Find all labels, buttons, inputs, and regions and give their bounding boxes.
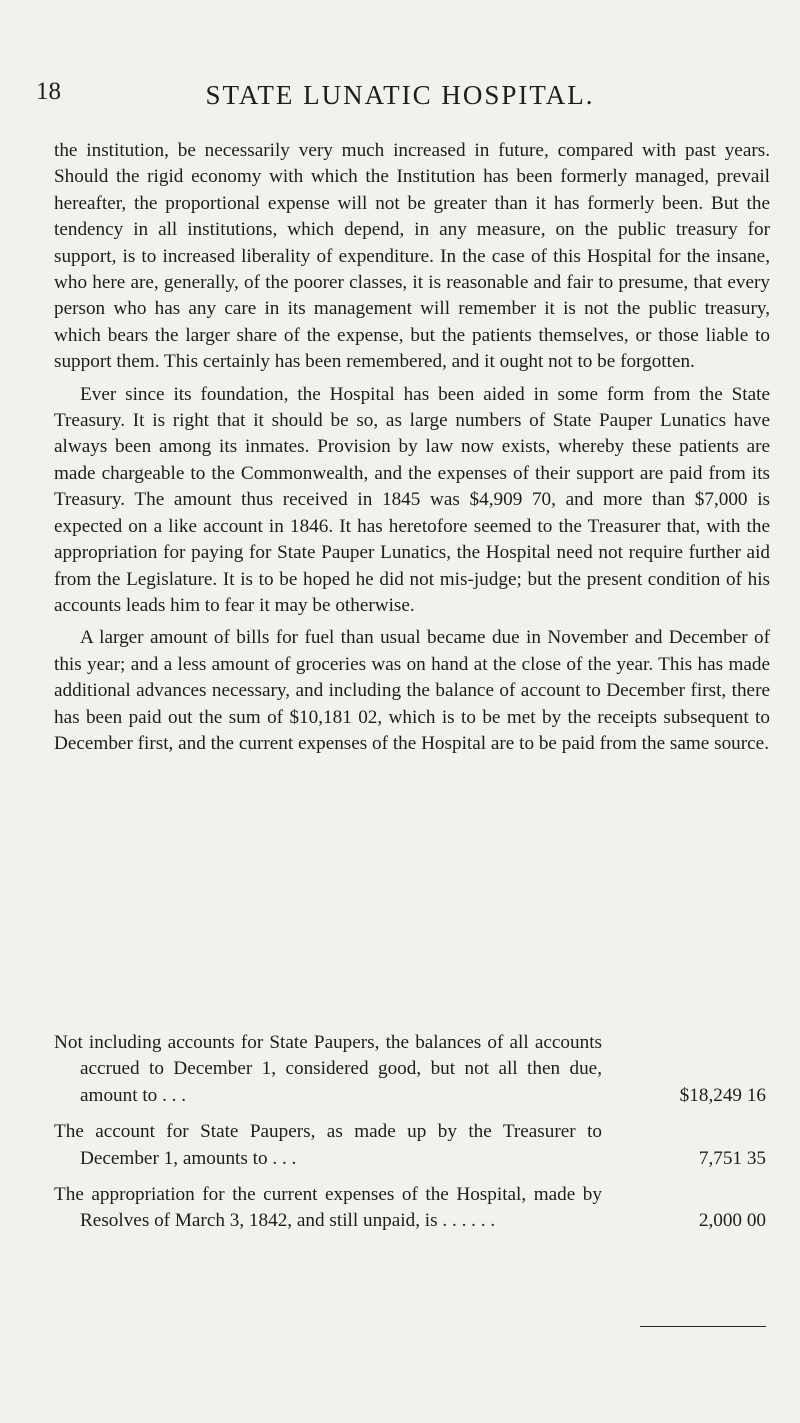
page-header xyxy=(0,78,800,118)
running-head-title: STATE LUNATIC HOSPITAL. xyxy=(205,80,595,110)
account-row xyxy=(54,1119,770,1172)
account-row xyxy=(54,1030,770,1109)
account-amount: 2,000 00 xyxy=(698,1210,766,1232)
accounts-table xyxy=(54,1030,770,1245)
paragraph-state-treasury: Ever since its foundation, the Hospital has been aided in some form from the State Treasury. It is right that it should be so, as large numbers of State Pauper Lunatics have always been among its inmates. Provision by law now exists, whereby these patients are made chargeable to the Commonwealth, and the expenses of their support are paid from its Treasury. The amount thus received in 1845 was $4,909 70, and more than $7,000 is expected on a like account in 1846. It has heretofore seemed to the Treasurer that, with the appropriation for paying for State Pauper Lunatics, the Hospital need not require further aid from the Legislature. It is to be hoped he did not mis-judge; but the present condition of his accounts leads him to fear it may be otherwise. xyxy=(54,383,770,616)
account-row xyxy=(54,1182,770,1235)
page-number: 18 xyxy=(36,78,61,105)
paragraph-continuation: the institution, be necessarily very much increased in future, compared with past years. Should the rigid economy with which the Institution has been formerly managed, prevail hereafter, the proportional expense will not be greater than it has formerly been. But the tendency in all institutions, which depend, in any measure, on the public treasury for support, is to increased liberality of expenditure. In the case of this Hospital for the insane, who here are, generally, of the poorer classes, it is reasonable and fair to presume, that every person who has any care in its management will remember it is not the public treasury, which bears the larger share of the expense, but the patients themselves, or those liable to support them. This certainly has been remembered, and it ought not to be forgotten. xyxy=(54,140,770,373)
sum-rule xyxy=(640,1326,766,1327)
account-label: The account for State Paupers, as made up by the Treasurer to December 1, amounts to . . . xyxy=(54,1121,602,1169)
account-label: Not including accounts for State Paupers, the balances of all accounts accrued to December 1, considered good, but not all then due, amount to . . . xyxy=(54,1032,602,1106)
account-amount: $18,249 16 xyxy=(679,1084,766,1106)
account-amount: 7,751 35 xyxy=(698,1147,766,1169)
body-text xyxy=(54,138,770,763)
paragraph-bills: A larger amount of bills for fuel than usual became due in November and December of this year; and a less amount of groceries was on hand at the close of the year. This has made additional advances necessary, and including the balance of account to December first, there has been paid out the sum of $10,181 02, which is to be met by the receipts subsequent to December first, and the current expenses of the Hospital are to be paid from the same source. xyxy=(54,627,770,754)
account-label: The appropriation for the current expenses of the Hospital, made by Resolves of March 3, 1842, and still unpaid, is . . . . . . xyxy=(54,1184,602,1232)
